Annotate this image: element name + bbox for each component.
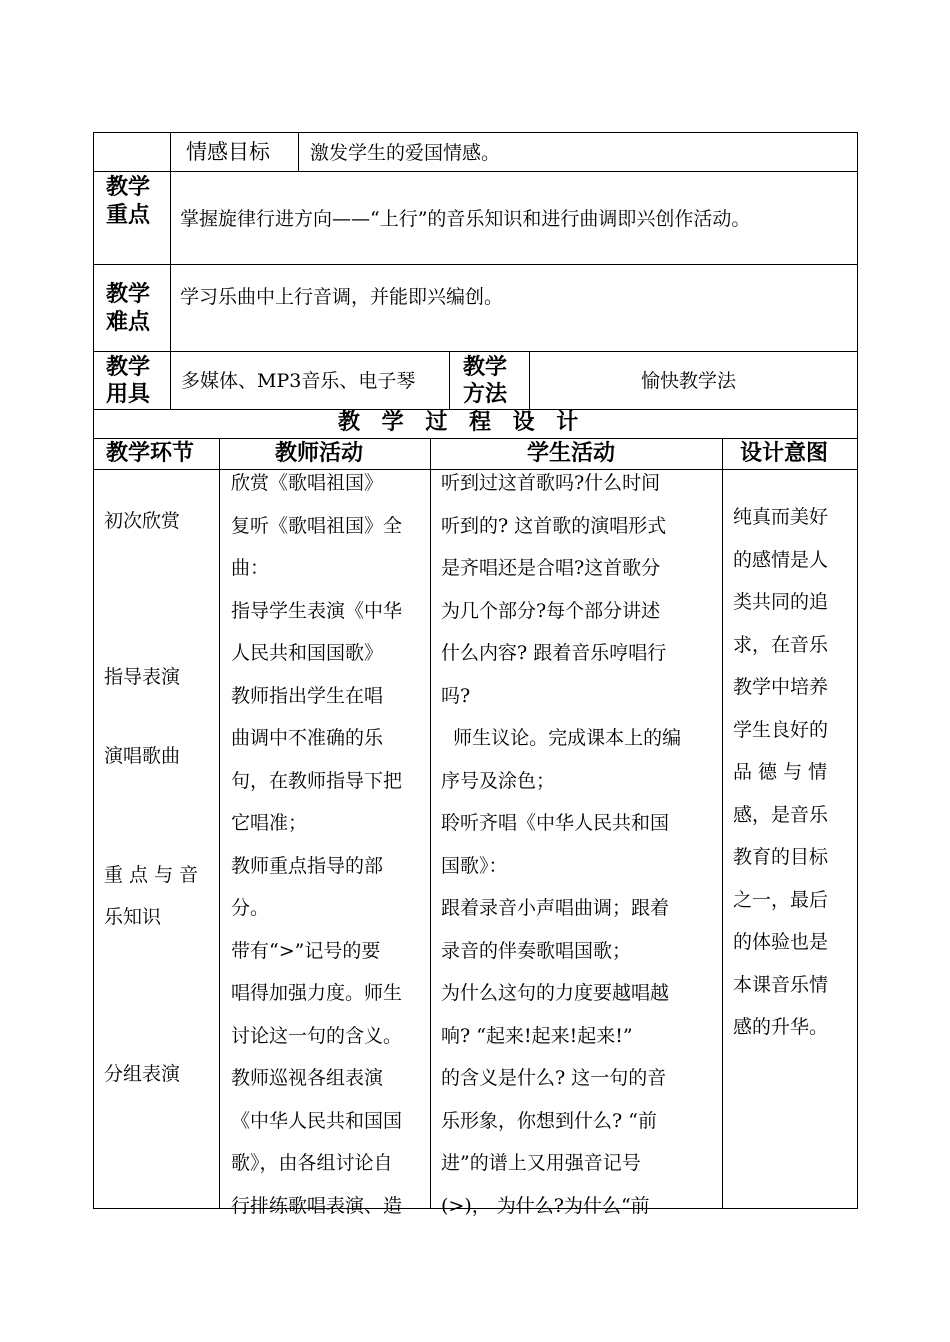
stage-item: 指导表演 [104, 666, 181, 688]
intent-line: 本课音乐情 [733, 973, 829, 996]
stage-item: 演唱歌曲 [104, 745, 181, 767]
teacher-line: 人民共和国国歌》 [231, 642, 384, 664]
col-divider [449, 351, 450, 409]
key-point-label: 重点 [106, 203, 151, 228]
student-line: 聆听齐唱《中华人民共和国 [441, 812, 670, 834]
student-line: 为几个部分?每个部分讲述 [441, 599, 661, 622]
design-intent-column [733, 496, 828, 1049]
teacher-line: 复听《歌唱祖国》全 [231, 514, 403, 537]
teacher-line: 讨论这一句的含义。 [231, 1024, 403, 1047]
intent-line: 求，在音乐 [733, 633, 829, 656]
col-divider [219, 438, 220, 1209]
table-border-left [93, 132, 94, 1209]
teacher-line: 《中华人民共和国国 [231, 1109, 403, 1132]
header-intent: 设计意图 [740, 441, 829, 466]
teacher-line: 教师巡视各组表演 [231, 1067, 384, 1089]
stage-item: 重 点 与 音 [104, 864, 199, 886]
intent-line: 的感情是人 [733, 548, 829, 571]
student-line: 跟着录音小声唱曲调；跟着 [441, 897, 670, 919]
student-line: 听到的? 这首歌的演唱形式 [441, 514, 667, 537]
student-line: 进”的谱上又用强音记号 [441, 1152, 641, 1174]
intent-line: 感的升华。 [733, 1016, 829, 1038]
teacher-line: 曲调中不准确的乐 [231, 727, 384, 749]
student-line: 听到过这首歌吗?什么时间 [441, 472, 661, 494]
student-line: 的含义是什么? 这一句的音 [441, 1067, 667, 1089]
intent-line: 教育的目标 [733, 846, 829, 868]
student-line: 国歌》： [441, 854, 508, 877]
key-point-label: 教学 [106, 175, 151, 200]
key-point-text: 掌握旋律行进方向——“上行”的音乐知识和进行曲调即兴创作活动。 [180, 208, 751, 230]
teacher-line: 曲： [231, 557, 270, 579]
method-label: 方法 [463, 382, 508, 407]
student-line: 吗? [441, 684, 471, 707]
student-line: 师生议论。完成课本上的编 [441, 727, 682, 749]
difficulty-text: 学习乐曲中上行音调，并能即兴编创。 [180, 286, 504, 308]
difficulty-label: 教学 [106, 282, 151, 307]
student-line: 为什么这句的力度要越唱越 [441, 982, 670, 1004]
emotion-goal-label: 情感目标 [186, 140, 270, 164]
student-line: 是齐唱还是合唱?这首歌分 [441, 557, 661, 579]
student-line: 录音的伴奏歌唱国歌； [441, 939, 632, 962]
stage-item: 乐知识 [104, 906, 162, 928]
teacher-line: 句，在教师指导下把 [231, 769, 403, 792]
teacher-line: 歌》，由各组讨论自 [231, 1152, 393, 1174]
header-teacher: 教师活动 [275, 441, 364, 466]
teacher-line: 欣赏《歌唱祖国》 [231, 472, 384, 494]
teacher-line: 教师重点指导的部 [231, 854, 384, 877]
col-divider [722, 438, 723, 1209]
student-line: 乐形象，你想到什么? “前 [441, 1109, 657, 1132]
intent-line: 之一，最后 [733, 888, 829, 911]
table-border-right [857, 132, 858, 1209]
intent-line: 类共同的追 [733, 591, 829, 613]
tools-label: 用具 [106, 382, 151, 407]
teacher-line: 唱得加强力度。师生 [231, 982, 403, 1004]
intent-line: 感，是音乐 [733, 803, 829, 826]
table-border-top [93, 132, 858, 133]
row-divider [93, 264, 858, 265]
row-divider [93, 438, 858, 439]
header-student: 学生活动 [527, 441, 616, 466]
intent-line: 品 德 与 情 [733, 761, 828, 783]
row-divider [93, 171, 858, 172]
student-line: 序号及涂色； [441, 769, 556, 792]
teacher-activity-column [231, 462, 402, 1227]
intent-line: 的体验也是 [733, 931, 829, 953]
col-divider [170, 132, 171, 409]
emotion-goal-text: 激发学生的爱国情感。 [310, 142, 501, 164]
student-line: 响? “起来!起来!起来!” [441, 1024, 633, 1047]
teacher-line: 行排练歌唱表演、造 [231, 1194, 403, 1217]
method-label: 教学 [463, 355, 508, 380]
col-divider [529, 351, 530, 409]
header-stage: 教学环节 [106, 441, 195, 466]
intent-line: 纯真而美好 [733, 506, 829, 528]
teacher-line: 分。 [231, 897, 270, 919]
teacher-line: 教师指出学生在唱 [231, 684, 384, 707]
process-title: 教 学 过 程 设 计 [338, 410, 579, 435]
row-divider [93, 351, 858, 352]
method-text: 愉快教学法 [641, 370, 737, 392]
student-line: (>)， 为什么?为什么“前 [441, 1194, 650, 1217]
tools-label: 教学 [106, 355, 151, 380]
teacher-line: 指导学生表演《中华 [231, 599, 403, 622]
col-divider [430, 438, 431, 1209]
student-line: 什么内容? 跟着音乐哼唱行 [441, 642, 667, 664]
tools-text: 多媒体、MP3音乐、电子琴 [181, 370, 416, 392]
teacher-line: 它唱准； [231, 812, 308, 834]
difficulty-label: 难点 [106, 310, 151, 335]
intent-line: 学生良好的 [733, 718, 829, 741]
stage-item: 初次欣赏 [104, 510, 181, 532]
col-divider [298, 132, 299, 171]
intent-line: 教学中培养 [733, 676, 829, 698]
student-activity-column [441, 462, 681, 1227]
stage-item: 分组表演 [104, 1063, 181, 1085]
teacher-line: 带有“>”记号的要 [231, 939, 381, 962]
